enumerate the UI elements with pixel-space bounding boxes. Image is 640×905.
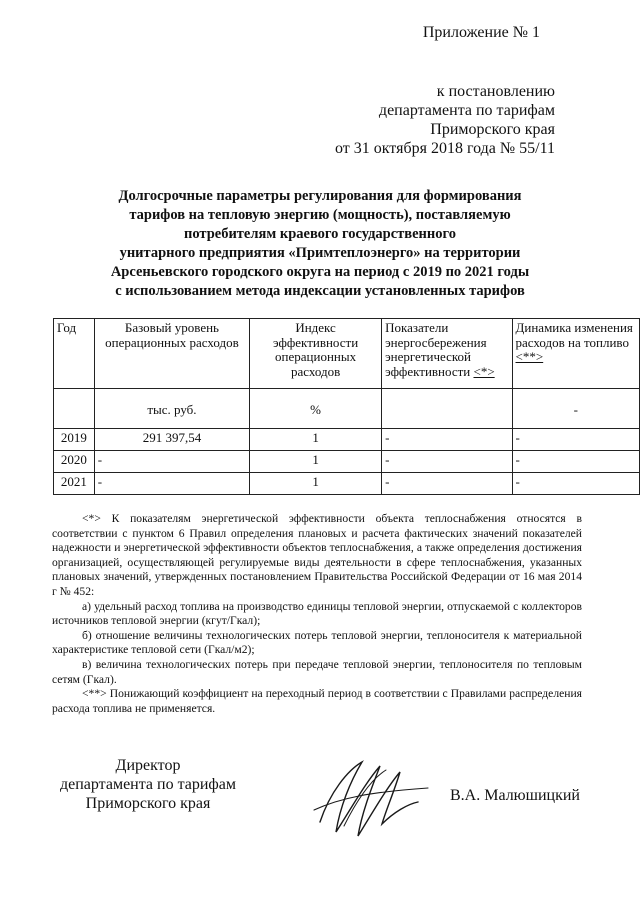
table-row — [54, 429, 640, 451]
header-fuel-dynamics-text: Динамика изменения расходов на топливо — [515, 320, 633, 350]
cell-energy-indicators: - — [382, 429, 512, 451]
position-line: департамента по тарифам — [59, 776, 237, 793]
footnote-paragraph: б) отношение величины технологических потерь тепловой энергии, теплоносителя к материальной характеристике тепловой сети (Гкал/м2); — [52, 628, 582, 657]
unit-efficiency-index: % — [250, 389, 382, 429]
unit-base-level: тыс. руб. — [94, 389, 249, 429]
cell-energy-indicators: - — [382, 451, 512, 473]
table-row — [54, 451, 640, 473]
footnote-ref-1: <*> — [473, 363, 495, 379]
footnote-paragraph: а) удельный расход топлива на производство единицы тепловой энергии, отпускаемой с коллекторов источников тепловой энергии (кгут/Гкал); — [52, 599, 582, 628]
cell-year: 2019 — [54, 429, 95, 451]
document-title — [95, 187, 545, 301]
footnote-paragraph: в) величина технологических потерь при передаче тепловой энергии, теплоносителя по тепловым сетям (Гкал). — [52, 657, 582, 686]
resolution-reference — [0, 82, 555, 158]
title-line: тарифов на тепловую энергию (мощность), поставляемую — [129, 207, 511, 223]
title-line: с использованием метода индексации установленных тарифов — [115, 283, 525, 299]
table-units-row — [54, 389, 640, 429]
cell-year: 2021 — [54, 473, 95, 495]
cell-base-level: - — [94, 473, 249, 495]
header-year: Год — [54, 319, 95, 389]
table-row — [54, 473, 640, 495]
footnote-ref-2: <**> — [515, 349, 544, 364]
signatory-position — [58, 756, 238, 813]
handwritten-signature — [300, 752, 440, 844]
cell-energy-indicators: - — [382, 473, 512, 495]
signatory-name: В.А. Малюшицкий — [450, 787, 580, 804]
cell-fuel-dynamics: - — [512, 451, 639, 473]
header-energy-indicators-text: Показатели энергосбережения энергетической эффективности — [385, 320, 487, 379]
unit-year — [54, 389, 95, 429]
cell-fuel-dynamics: - — [512, 429, 639, 451]
footnote-paragraph: <*> К показателям энергетической эффективности объекта теплоснабжения относятся в соответствии с пунктом 6 Правил определения плановых и расчета фактических значений показателей надежности и энергетической эффективности объектов теплоснабжения, а также определения достижения организацией, осуществляющей регулируемые виды деятельности в сфере теплоснабжения, указанных плановых значений, утвержденных постановлением Правительства Российской Федерации от 16 мая 2014 г № 452: — [52, 512, 582, 598]
header-energy-indicators — [382, 319, 512, 389]
resolution-line: к постановлению — [436, 83, 555, 100]
unit-energy-indicators — [382, 389, 512, 429]
cell-base-level: 291 397,54 — [94, 429, 249, 451]
cell-efficiency-index: 1 — [250, 429, 382, 451]
title-line: Долгосрочные параметры регулирования для формирования — [118, 188, 522, 204]
parameters-table — [53, 318, 640, 495]
appendix-label: Приложение № 1 — [422, 24, 540, 41]
title-line: унитарного предприятия «Примтеплоэнерго» на территории — [119, 245, 521, 261]
header-fuel-dynamics — [512, 319, 639, 389]
resolution-line: Приморского края — [430, 121, 555, 138]
unit-fuel-dynamics: - — [512, 389, 639, 429]
footnotes — [52, 512, 582, 716]
table-header-row — [54, 319, 640, 389]
cell-efficiency-index: 1 — [250, 473, 382, 495]
position-line: Директор — [115, 757, 181, 774]
cell-fuel-dynamics: - — [512, 473, 639, 495]
footnote-paragraph: <**> Понижающий коэффициент на переходный период в соответствии с Правилами распределения расхода топлива не применяется. — [52, 687, 582, 715]
cell-year: 2020 — [54, 451, 95, 473]
cell-base-level: - — [94, 451, 249, 473]
cell-efficiency-index: 1 — [250, 451, 382, 473]
position-line: Приморского края — [85, 795, 211, 812]
resolution-line: от 31 октября 2018 года № 55/11 — [334, 140, 555, 157]
title-line: Арсеньевского городского округа на период с 2019 по 2021 годы — [110, 264, 530, 280]
resolution-line: департамента по тарифам — [378, 102, 555, 119]
header-efficiency-index: Индекс эффективности операционных расходов — [250, 319, 382, 389]
title-line: потребителям краевого государственного — [183, 226, 456, 242]
header-base-level: Базовый уровень операционных расходов — [94, 319, 249, 389]
